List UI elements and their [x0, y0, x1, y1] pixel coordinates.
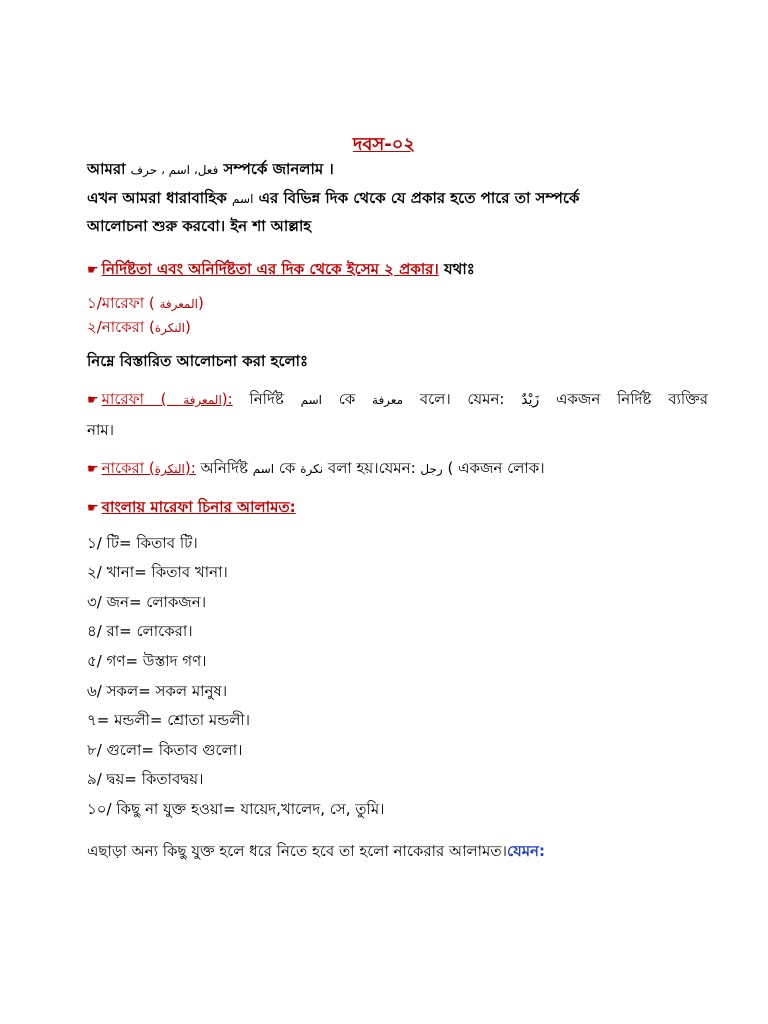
marefa-label-close: ):	[221, 390, 233, 408]
intro-arabic: فعل، اسم ، حرف	[130, 163, 219, 177]
marefa-text: নির্দিষ্ট	[232, 390, 301, 408]
nakera-arabic: نكرة	[300, 462, 324, 476]
intro-line-2	[87, 187, 708, 210]
intro-arabic: اسم	[232, 192, 254, 206]
pointing-hand-icon: ☛	[87, 393, 99, 408]
nakera-text: কে	[274, 459, 301, 477]
sign-item-5: ৫/ গণ= উস্তাদ গণ।	[87, 652, 207, 670]
intro-text: এখন আমরা ধারাবাহিক	[87, 189, 233, 207]
intro-line-3: আলোচনা শুরু করবো। ইন শা আল্লাহ	[87, 217, 312, 235]
marefa-arabic: المعرفة	[183, 393, 222, 407]
sign-item-7: ৭= মন্ডলী= শ্রোতা মন্ডলী।	[87, 711, 251, 729]
nakera-definition	[87, 457, 708, 481]
nakera-label-close: ):	[184, 459, 196, 477]
detail-heading: নিম্নে বিস্তারিত আলোচনা করা হলোঃ	[87, 352, 308, 370]
pointing-hand-icon: ☛	[87, 263, 99, 278]
marefa-label	[102, 390, 233, 408]
type-label: ২/নাকেরা (	[87, 318, 155, 336]
sign-item-9: ৯/ দ্বয়= কিতাবদ্বয়।	[87, 770, 204, 788]
section-heading-text: নির্দিষ্টতা এবং অনির্দিষ্টতা এর দিক থেকে ইসেম ২ প্রকার।	[101, 260, 439, 278]
nakera-text: অনির্দিষ্ট	[195, 459, 253, 477]
signs-heading	[87, 496, 708, 520]
marefa-text: কে	[321, 390, 373, 408]
footer-paragraph	[87, 840, 708, 862]
marefa-label-text: মারেফা (	[101, 390, 184, 408]
type-close: )	[185, 318, 191, 336]
lesson-title: দবস-০২	[352, 134, 416, 155]
sign-item-10: ১০/ কিছু না যুক্ত হওয়া= যায়েদ,খালেদ, সে, তুমি।	[87, 800, 385, 818]
sign-item-6: ৬/ সকল= সকল মানুষ।	[87, 682, 228, 700]
marefa-arabic: معرفة	[372, 393, 404, 407]
marefa-definition-line-2: নাম।	[87, 421, 114, 439]
marefa-text: বলে। যেমন:	[403, 390, 522, 408]
sign-item-3: ৩/ জন= লোকজন।	[87, 593, 207, 611]
nakera-text: ( একজন লোক।	[442, 459, 545, 477]
marefa-arabic: اسم	[300, 393, 322, 407]
nakera-arabic: رجل	[420, 462, 443, 476]
footer-example-label: যেমন:	[506, 842, 545, 860]
marefa-definition	[87, 388, 708, 412]
nakera-label-text: নাকেরা (	[101, 459, 155, 477]
nakera-arabic: النكرة	[154, 462, 185, 476]
section-heading	[87, 258, 708, 282]
marefa-arabic: زَيْدٌ	[521, 392, 540, 408]
sign-item-8: ৮/ গুলো= কিতাব গুলো।	[87, 741, 243, 759]
nakera-text: বলা হয়।যেমন:	[323, 459, 421, 477]
sign-item-4: ৪/ রা= লোকেরা।	[87, 622, 193, 640]
footer-text: এছাড়া অন্য কিছু যুক্ত হলে ধরে নিতে হবে তা হলো নাকেরার আলামত।	[87, 842, 507, 860]
type-arabic: المعرفة	[159, 297, 198, 311]
type-label: ১/মারেফা (	[87, 294, 160, 312]
type-close: )	[197, 294, 204, 312]
sign-item-1: ১/ টি= কিতাব টি।	[87, 534, 198, 552]
nakera-label	[102, 459, 196, 477]
signs-heading-text: বাংলায় মারেফা চিনার আলামত:	[101, 498, 296, 516]
pointing-hand-icon: ☛	[87, 462, 99, 477]
type-item-2	[87, 316, 708, 339]
intro-text: আমরা	[87, 160, 131, 178]
pointing-hand-icon: ☛	[87, 501, 99, 516]
intro-line-1	[87, 158, 708, 181]
type-arabic: النكرة	[154, 321, 186, 335]
marefa-text: একজন নির্দিষ্ট ব্যক্তির	[539, 390, 708, 408]
sign-item-2: ২/ খানা= কিতাব খানা।	[87, 563, 228, 581]
nakera-arabic: اسم	[252, 462, 275, 476]
section-heading-suffix: যথাঃ	[438, 260, 475, 278]
type-item-1	[87, 292, 708, 315]
intro-text: সম্পর্কে জানলাম ।	[218, 160, 334, 178]
intro-text: এর বিভিন্ন দিক থেকে যে প্রকার হতে পারে তা সম্পর্কে	[253, 189, 580, 207]
